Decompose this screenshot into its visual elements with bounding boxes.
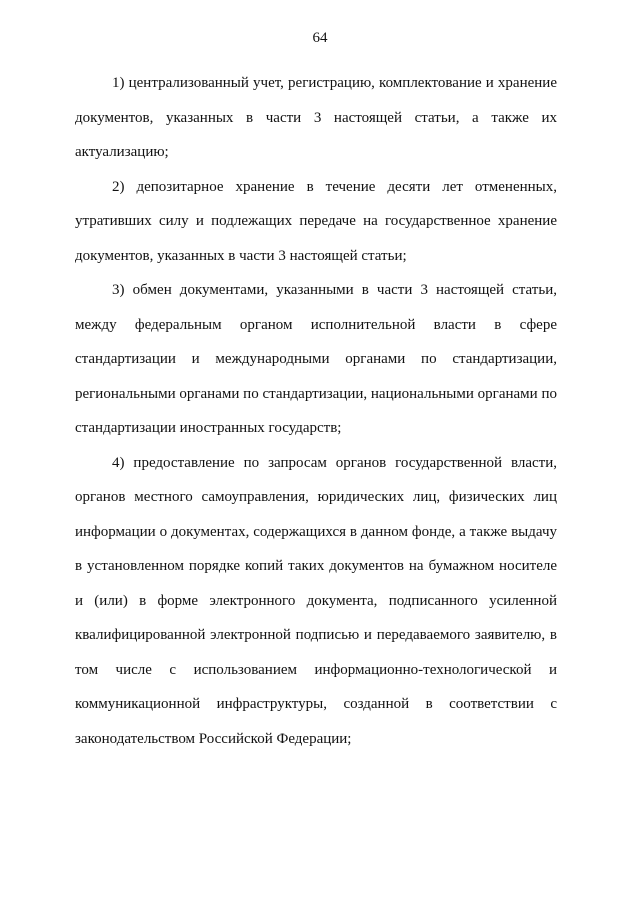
page-number: 64 <box>312 30 328 46</box>
paragraph-item-2: 2) депозитарное хранение в течение десяти лет отмененных, утративших силу и подлежащих передаче на государственное хранение документов, указанных в части 3 настоящей статьи; <box>75 178 557 264</box>
paragraph-item-3: 3) обмен документами, указанными в части 3 настоящей статьи, между федеральным органом исполнительной власти в сфере стандартизации и международными органами по стандартизации, региональными органами по стандартизации, национальными органами по стандартизации иностранных государств; <box>75 282 557 436</box>
document-body <box>75 66 557 756</box>
paragraph-item-4: 4) предоставление по запросам органов государственной власти, органов местного самоуправления, юридических лиц, физических лиц информации о документах, содержащихся в данном фонде, а также выдачу в установленном порядке копий таких документов на бумажном носителе и (или) в форме электронного документа, подписанного усиленной квалифицированной электронной подписью и передаваемого заявителю, в том числе с использованием информационно-технологической и коммуникационной инфраструктуры, созданной в соответствии с законодательством Российской Федерации; <box>75 454 557 747</box>
paragraph-item-1: 1) централизованный учет, регистрацию, комплектование и хранение документов, указанных в части 3 настоящей статьи, а также их актуализацию; <box>75 75 557 160</box>
